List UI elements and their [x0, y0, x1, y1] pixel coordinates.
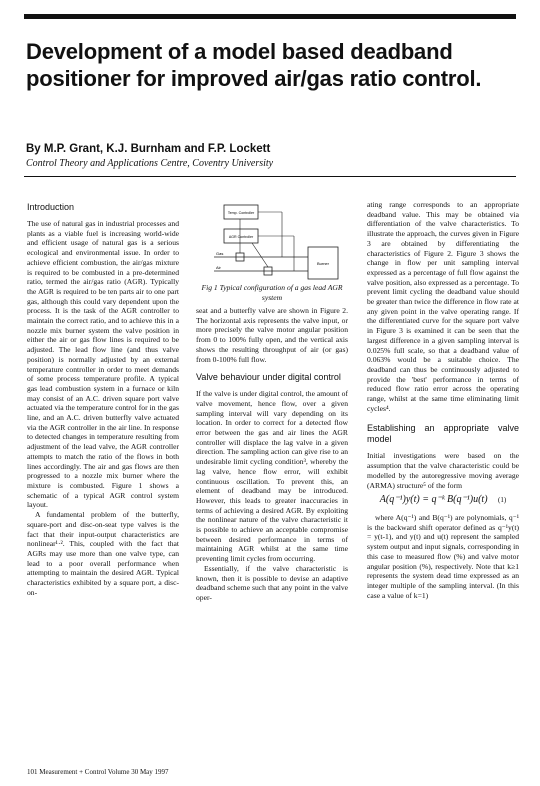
figure-label: Burner	[316, 261, 330, 266]
figure-label: Temp. Controller	[227, 211, 255, 215]
header-rule	[24, 176, 516, 177]
paragraph: Essentially, if the valve characteristic is known, then it is possible to devise an adaptive deadband scheme such that any point in the valve oper-	[196, 563, 348, 602]
paragraph: seat and a butterfly valve are shown in Figure 2. The horizontal axis represents the valve input, or more precisely the valve motor angular position from 0 to 100% fully open, and the vertical axis shows the resulting throughput of air (or gas) from 0-100% full flow.	[196, 306, 348, 364]
column-2	[196, 306, 348, 603]
figure-label: AGR Controller	[228, 235, 254, 239]
section-heading-introduction: Introduction	[27, 202, 75, 212]
equation-number: (1)	[498, 496, 507, 505]
figure-label: Gas	[216, 251, 224, 256]
paragraph: Initial investigations were based on the assumption that the valve characteristic could be modelled by the autoregressive moving average (ARMA) structure⁵ of the form	[367, 451, 519, 490]
authors: By M.P. Grant, K.J. Burnham and F.P. Lockett	[26, 143, 271, 155]
figure-caption: Fig 1 Typical configuration of a gas lead AGR system	[201, 283, 343, 302]
top-rule	[24, 14, 516, 19]
figure-label: Air	[216, 265, 221, 270]
section-heading-valve-model: Establishing an appropriate valve model	[367, 423, 519, 445]
column-3	[367, 200, 519, 600]
section-heading-valve-behaviour: Valve behaviour under digital control	[196, 372, 341, 383]
paper-title: Development of a model based deadband positioner for improved air/gas ratio control.	[26, 39, 482, 91]
page-footer: 101 Measurement + Control Volume 30 May 1997	[27, 768, 169, 776]
equation-expression: A(q⁻¹)y(t) = q⁻ᵏ B(q⁻¹)u(t)	[379, 494, 488, 506]
figure-1-schematic	[212, 203, 344, 283]
paragraph: where A(q⁻¹) and B(q⁻¹) are polynomials, q⁻¹ is the backward shift operator defined as q⁻¹y(t) = y(t-1), and y(t) and u(t) represent the sampled system output and input signals, corresponding in this case to measured flow (%) and valve motor angular position (%), respectively. Note that k≥1 represents the system dead time expressed as an integer multiple of the sampling interval. (In this case a value of k=1)	[367, 512, 519, 600]
paragraph: If the valve is under digital control, the amount of valve movement, hence flow, over a given sampling interval will vary depending on its location. In order to correct for a detected flow error between the gas and air lines the AGR controller will displace the lag valve in a given direction. The sampling action can give rise to an undesirable limit cycling condition³, whereby the lag valve, hence flow error, will exhibit continuous oscillation. To prevent this, an element of deadband may be introduced. However, this leads to greater inaccuracies in terms of achieving a desired AGR. By exploiting the nonlinear nature of the valve characteristic it is possible to achieve an acceptable compromise between desired performance in terms of maintaining AGR whilst at the same time preventing limit cycles from occurring.	[196, 389, 348, 564]
column-1	[27, 202, 179, 597]
paragraph: The use of natural gas in industrial processes and plants as a viable fuel is increasing world-wide and efficient usage of natural gas is a serious ecological and environmental issue. In order to achieve efficient combustion, the air/gas mixture is required to be combusted in a pre-determined ratio, termed the air/gas ratio (AGR). Typically the AGR is required to be ten parts air to one part gas, although this could vary dependent upon the process. It is the task of the AGR controller to maintain the correct ratio, and to achieve this in a nozzle mix burner system the valve position in either the air or gas flow lines is required to be adjusted. The lead flow line (and thus valve position) is normally adjusted by an external temperature controller in order to meet demands of some process temperature profile. A typical gas lead combustion system in a furnace or kiln may consist of an A.C. driven square port valve actuated via the temperature control for in the gas line, and an A.C. driven butterfly valve actuated via the AGR controller in the air line. In response to detected changes in temperature resulting from adjustment of the lead valve, the AGR controller attempts to match the ratio of the flows in both lines accordingly. The air and gas flows are then progressed to a nozzle mix burner where the mixture is combusted. Figure 1 shows a schematic of a typical AGR control system layout.	[27, 219, 179, 510]
equation-1	[367, 495, 519, 506]
paragraph: A fundamental problem of the butterfly, square-port and disc-on-seat type valves is the fact that their input-output characteristics are nonlinear¹·². This, coupled with the fact that AGRs may use more than one valve type, can lead to a poor overall performance when attempting to maintain the desired AGR. Typical characteristics exhibited by a square port, a disc-on-	[27, 510, 179, 597]
paragraph: ating range corresponds to an appropriate deadband value. This may be obtained via differentiation of the valve characteristics. To illustrate the approach, the curves given in Figure 3 are obtained by differentiating the characteristics of Figure 2. Figure 3 shows the change in flow per unit sampling interval expressed as a percentage of full flow against the valve position, also expressed as a percentage. To prevent limit cycling the deadband value should be greater than twice the difference in flow rate at any given point in the valve operating range. If the differentiated curve for the square port valve in Figure 3 is examined it can be seen that the largest difference in a given sampling interval is 0.025% full scale, so that a deadband value of 0.063% would be a suitable choice. The deadband can thus be continuously adjusted to provide the 'best' performance in terms of reduced flow ratio error across the operating range, whilst at the same time eliminating limit cycles⁴.	[367, 200, 519, 413]
affiliation: Control Theory and Applications Centre, Coventry University	[26, 158, 274, 169]
